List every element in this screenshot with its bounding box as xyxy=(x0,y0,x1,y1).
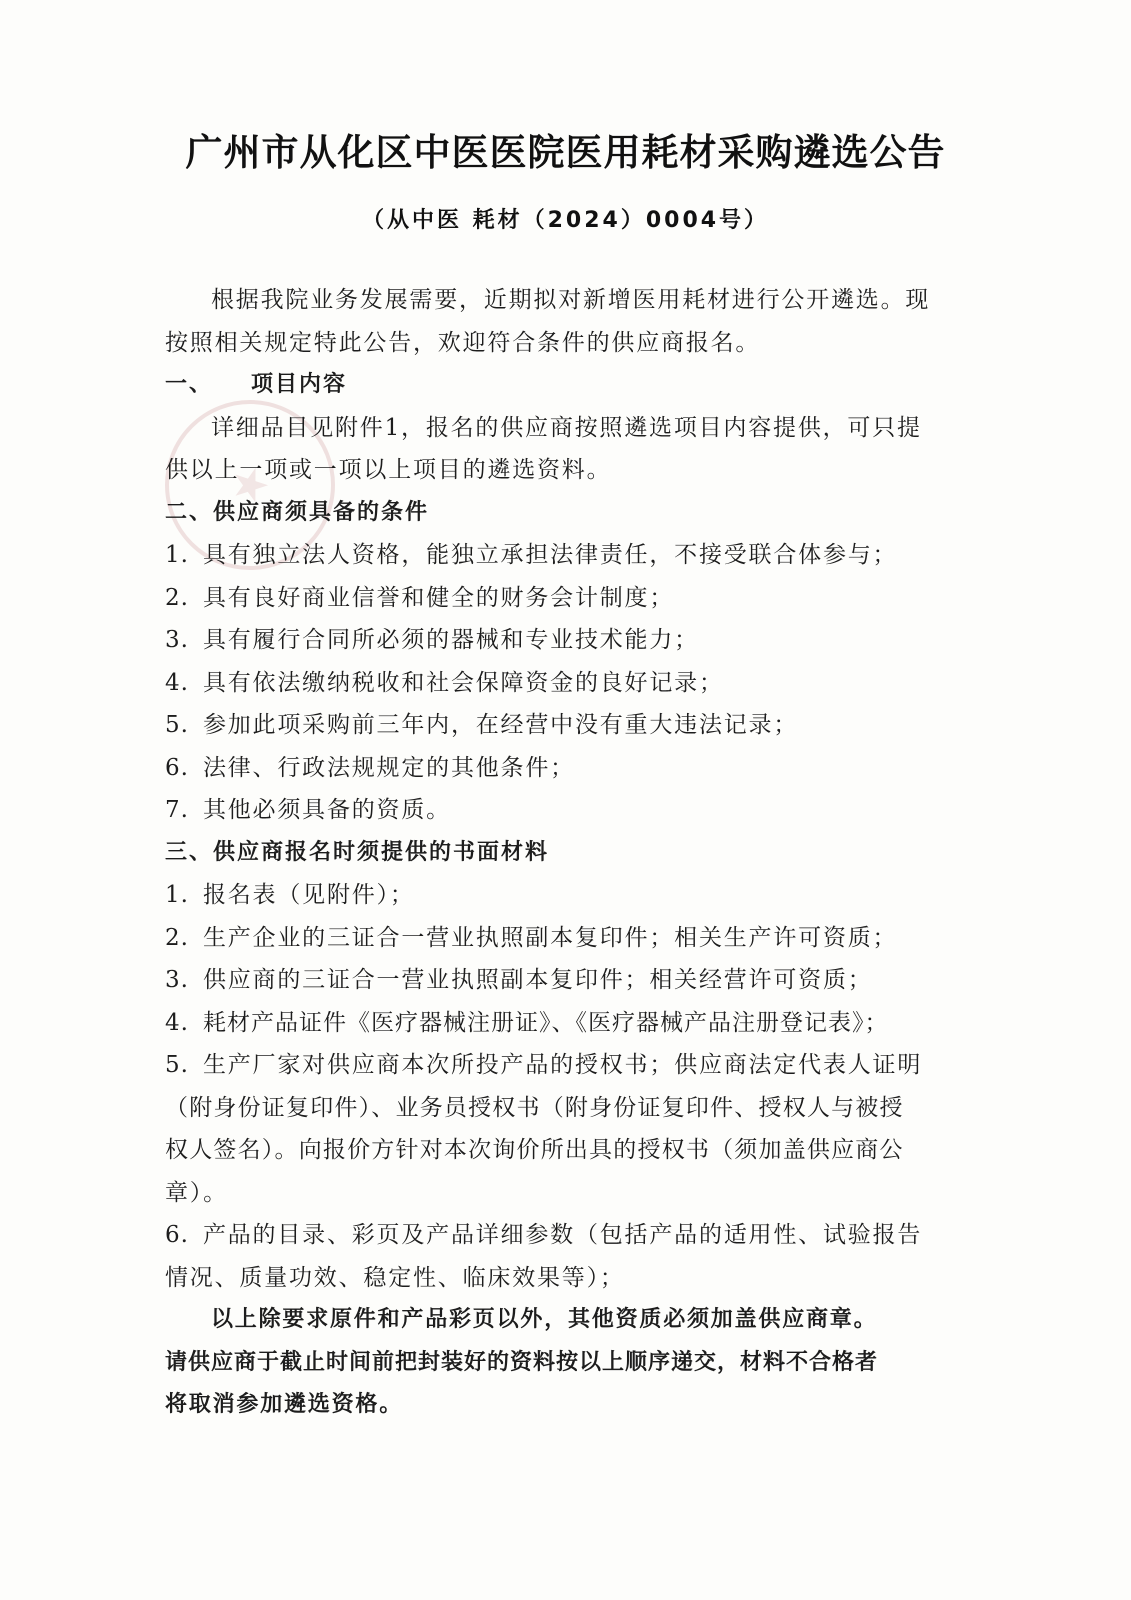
document-number: （从中医 耗材（2024）0004号） xyxy=(361,208,770,233)
item-text: 报名表（见附件）； xyxy=(202,882,415,908)
item-text: 生产企业的三证合一营业执照副本复印件；相关生产许可资质； xyxy=(202,924,898,951)
list-item xyxy=(165,619,955,662)
item-number: 6. xyxy=(165,1222,189,1248)
list-item xyxy=(165,534,955,577)
item-number: 6. xyxy=(165,754,189,781)
list-item xyxy=(165,704,955,747)
notice-line: 将取消参加遴选资格。 xyxy=(165,1392,404,1417)
item-number: 2. xyxy=(165,584,189,611)
item-text: 供应商的三证合一营业执照副本复印件；相关经营许可资质； xyxy=(202,967,873,993)
list-item xyxy=(165,577,955,620)
section-title: 项目内容 xyxy=(251,372,348,397)
item-text: 具有良好商业信誉和健全的财务会计制度； xyxy=(202,584,675,611)
list-item xyxy=(165,1044,955,1087)
item-text: 具有履行合同所必须的器械和专业技术能力； xyxy=(202,627,699,653)
list-item xyxy=(165,1002,955,1045)
notice-line: 以上除要求原件和产品彩页以外，其他资质必须加盖供应商章。 xyxy=(211,1307,878,1332)
intro-line: 根据我院业务发展需要，近期拟对新增医用耗材进行公开遴选。现 xyxy=(211,287,931,313)
list-item-continuation: 情况、质量功效、稳定性、临床效果等）； xyxy=(165,1264,625,1291)
list-item-continuation: 章）。 xyxy=(165,1179,228,1206)
list-item xyxy=(165,874,955,917)
list-item xyxy=(165,662,955,705)
item-text: 其他必须具备的资质。 xyxy=(202,797,451,823)
item-number: 5. xyxy=(165,1052,189,1078)
section-heading: 二、供应商须具备的条件 xyxy=(165,499,430,525)
list-item-continuation: 权人签名）。向报价方针对本次询价所出具的授权书（须加盖供应商公 xyxy=(165,1137,904,1163)
item-number: 3. xyxy=(165,627,189,653)
item-text: 法律、行政法规规定的其他条件； xyxy=(202,754,575,781)
item-text: 生产厂家对供应商本次所投产品的授权书；供应商法定代表人证明 xyxy=(202,1052,923,1078)
document-body xyxy=(165,279,955,1427)
item-text: 耗材产品证件《医疗器械注册证》、《医疗器械产品注册登记表》； xyxy=(202,1009,889,1036)
item-number: 3. xyxy=(165,967,189,993)
item-number: 4. xyxy=(165,669,189,696)
section-heading xyxy=(165,364,955,407)
item-number: 2. xyxy=(165,924,189,951)
item-number: 5. xyxy=(165,712,189,738)
paragraph-line: 详细品目见附件1，报名的供应商按照遴选项目内容提供，可只提 xyxy=(211,414,922,441)
section-heading: 三、供应商报名时须提供的书面材料 xyxy=(165,839,550,865)
list-item-continuation: （附身份证复印件）、业务员授权书（附身份证复印件、授权人与被授 xyxy=(165,1094,904,1121)
list-item xyxy=(165,959,955,1002)
item-number: 7. xyxy=(165,797,189,823)
item-number: 4. xyxy=(165,1009,189,1036)
notice-line: 请供应商于截止时间前把封装好的资料按以上顺序递交，材料不合格者 xyxy=(165,1349,879,1375)
list-item xyxy=(165,917,955,960)
paragraph-line: 供以上一项或一项以上项目的遴选资料。 xyxy=(165,457,612,483)
item-number: 1. xyxy=(165,882,189,908)
item-text: 参加此项采购前三年内，在经营中没有重大违法记录； xyxy=(202,712,799,738)
document-title: 广州市从化区中医医院医用耗材采购遴选公告 xyxy=(185,131,946,174)
list-item xyxy=(165,789,955,832)
section-number: 一、 xyxy=(165,372,214,397)
item-text: 具有依法缴纳税收和社会保障资金的良好记录； xyxy=(202,669,724,696)
item-number: 1. xyxy=(165,542,189,568)
list-item xyxy=(165,1214,955,1257)
item-text: 具有独立法人资格，能独立承担法律责任，不接受联合体参与； xyxy=(202,542,898,568)
intro-line: 按照相关规定特此公告，欢迎符合条件的供应商报名。 xyxy=(165,329,761,356)
list-item xyxy=(165,747,955,790)
item-text: 产品的目录、彩页及产品详细参数（包括产品的适用性、试验报告 xyxy=(202,1222,923,1248)
